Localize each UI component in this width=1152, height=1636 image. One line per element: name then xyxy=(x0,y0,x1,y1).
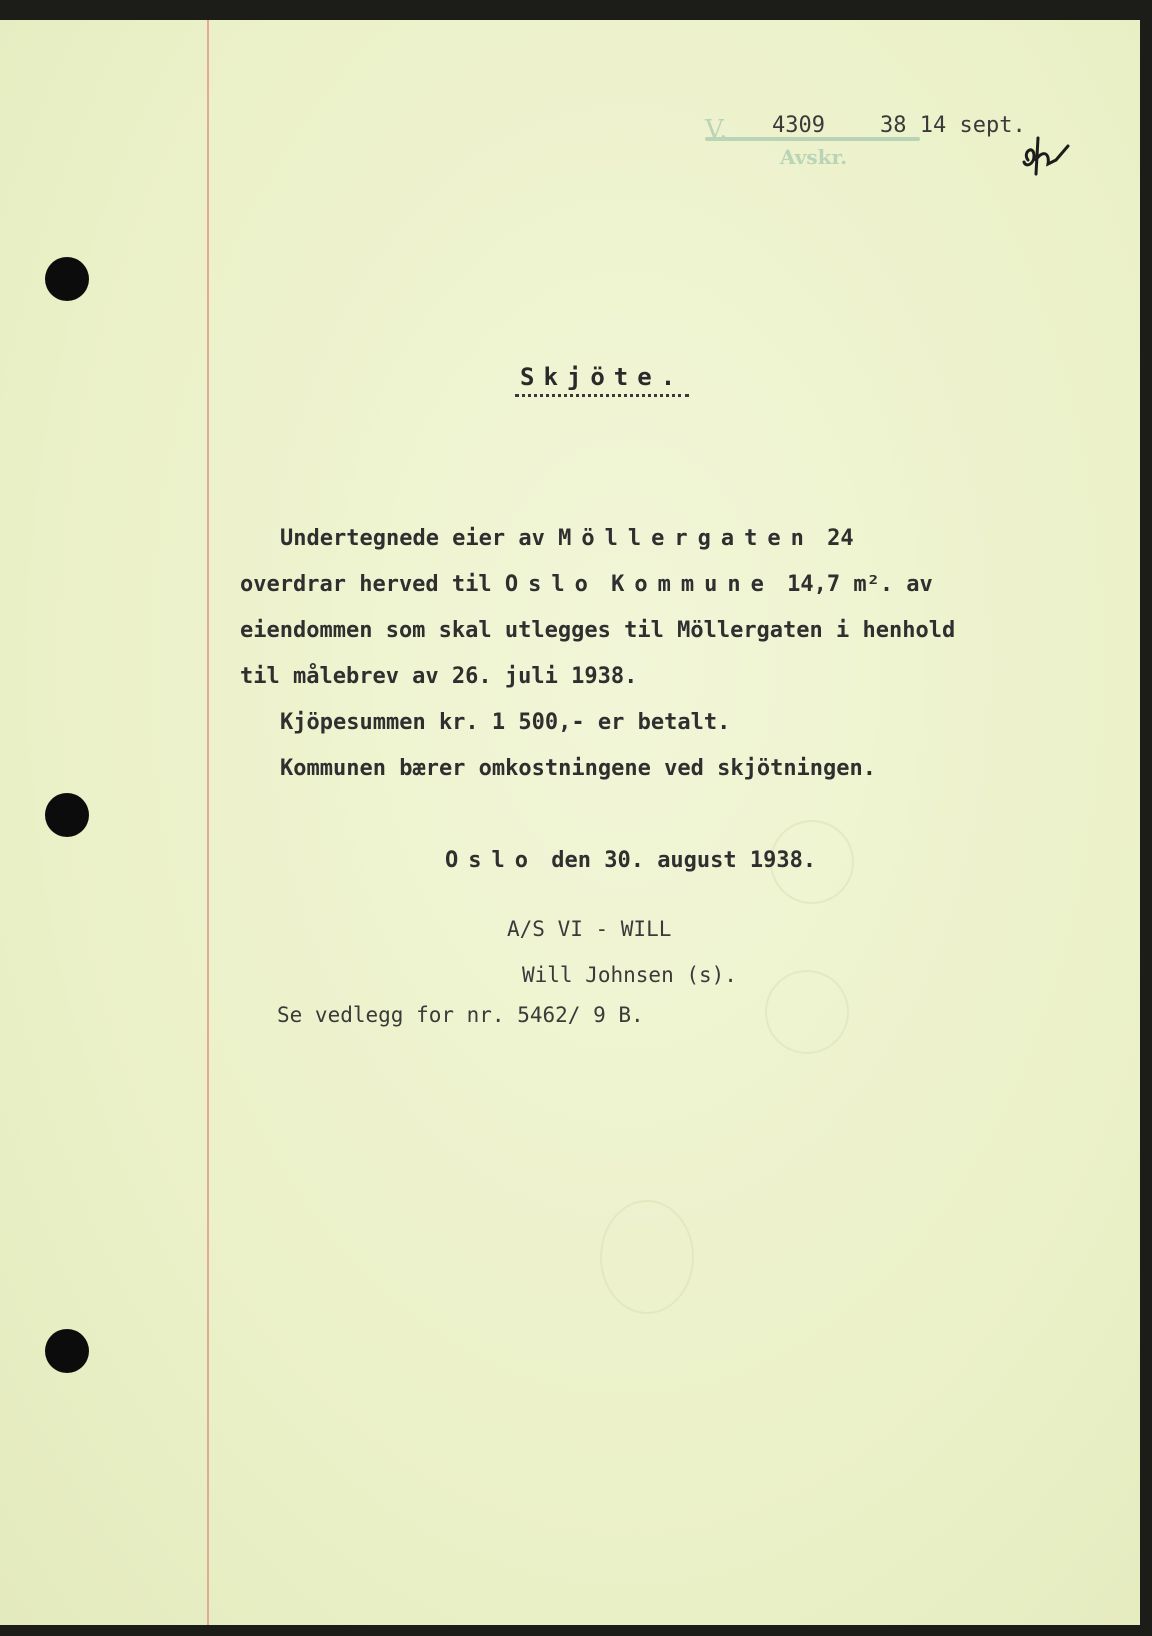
attachment-note: Se vedlegg for nr. 5462/ 9 B. xyxy=(277,1003,644,1027)
document-page xyxy=(0,20,1140,1625)
costs-line: Kommunen bærer omkostningene ved skjötningen. xyxy=(280,756,877,781)
city-name: Oslo xyxy=(504,572,598,597)
street-number: 24 xyxy=(813,526,854,551)
punch-hole xyxy=(45,257,89,301)
place-date-line xyxy=(445,848,816,873)
body-text xyxy=(598,572,611,597)
bleed-through-mark xyxy=(765,970,849,1054)
signing-date: den 30. august 1938. xyxy=(537,848,817,873)
title-underline xyxy=(515,394,689,397)
street-name: Möllergaten xyxy=(558,526,814,551)
body-line-3: eiendommen som skal utlegges til Möllergaten i henhold xyxy=(240,618,956,643)
municipality-word: Kommune xyxy=(611,572,774,597)
punch-hole xyxy=(45,793,89,837)
body-text: overdrar herved til xyxy=(240,572,505,597)
document-title: Skjöte. xyxy=(520,363,685,391)
body-line-1 xyxy=(280,526,854,551)
punch-hole xyxy=(45,1329,89,1373)
registration-date: 38 14 sept. xyxy=(880,113,1026,138)
bleed-through-mark xyxy=(600,1200,694,1314)
margin-rule xyxy=(207,20,209,1625)
body-text: Undertegnede eier av xyxy=(280,526,559,551)
place-name: Oslo xyxy=(445,848,538,873)
body-line-2 xyxy=(240,572,933,597)
registration-number: 4309 xyxy=(772,113,825,138)
signatory-company: A/S VI - WILL xyxy=(507,917,672,941)
stamp-mark: V. xyxy=(705,115,728,145)
handwritten-initials xyxy=(1020,130,1080,180)
stamp-word: Avskr. xyxy=(780,145,848,169)
signatory-name: Will Johnsen (s). xyxy=(522,963,737,987)
area-text: 14,7 m². av xyxy=(773,572,933,597)
body-line-4: til målebrev av 26. juli 1938. xyxy=(240,664,638,689)
purchase-sum-line: Kjöpesummen kr. 1 500,- er betalt. xyxy=(280,710,731,735)
